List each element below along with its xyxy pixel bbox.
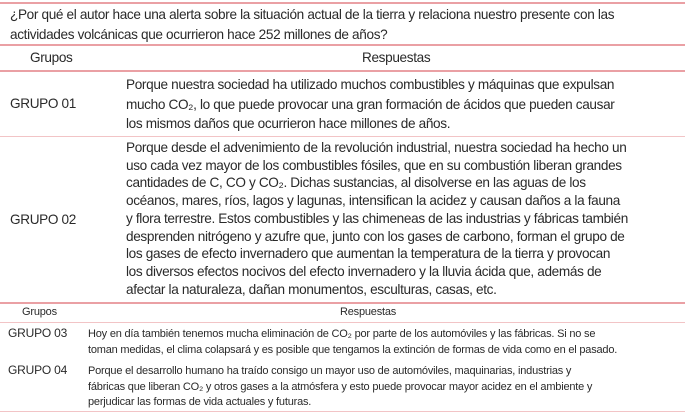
answer-line: los mismos daños que ocurrieron hace millones de años. (126, 116, 451, 131)
answer-line: mucho CO₂, lo que puede provocar una gran formación de ácidos que pueden causar (126, 96, 615, 112)
answer-text (88, 327, 617, 358)
answer-line: toman medidas, el clima colapsará y es posible que tengamos la extinción de formas de vida como en el pasado. (88, 343, 618, 356)
answer-line: Porque nuestra sociedad ha utilizado muchos combustibles y máquinas que expulsan (126, 77, 615, 92)
answer-line: desprenden nitrógeno y azufre que, junto con los gases de carbono, forman el grupo de (126, 228, 625, 244)
answer-line: perjudicar las formas de vida actuales y futuras. (88, 396, 312, 408)
answer-text (126, 75, 614, 134)
answer-line: y flora terrestre. Estos combustibles y las chimeneas de las industrias y fábricas también (126, 210, 628, 226)
group-label: GRUPO 01 (10, 96, 76, 111)
divider (0, 70, 685, 72)
divider (0, 322, 685, 323)
answer-line: cantidades de C, CO y CO₂. Dichas sustancias, al disolverse en las aguas de los (126, 175, 586, 191)
answer-line: los diversos efectos nocivos del efecto invernadero y la lluvia ácida que, además de (126, 263, 602, 279)
divider (0, 44, 685, 46)
answer-line: Porque el desarrollo humano ha traído consigo un mayor uso de automóviles, maquinarias, industrias y (88, 365, 572, 377)
group-label: GRUPO 02 (10, 212, 76, 227)
question-text (10, 5, 614, 44)
answer-line: Porque desde el advenimiento de la revolución industrial, nuestra sociedad ha hecho un (126, 140, 627, 155)
question-line: ¿Por qué el autor hace una alerta sobre la situación actual de la tierra y relaciona nuestro presente con las (10, 7, 615, 22)
group-label: GRUPO 03 (8, 326, 68, 340)
answer-text (126, 139, 628, 298)
divider (0, 136, 685, 137)
answer-text (88, 364, 592, 411)
groups-header: Grupos (22, 306, 57, 318)
answer-line: uso cada vez mayor de los combustibles fósiles, que en su combustión liberan grandes (126, 157, 622, 173)
question-line: actividades volcánicas que ocurrieron hace 252 millones de años? (10, 26, 388, 42)
divider (0, 411, 685, 412)
divider (0, 2, 685, 4)
answers-header: Respuestas (362, 50, 431, 65)
answers-header: Respuestas (340, 306, 397, 318)
groups-header: Grupos (30, 50, 73, 65)
answer-line: océanos, mares, ríos, lagos y lagunas, intensifican la acidez y causan daños a la fauna (126, 193, 620, 209)
answer-line: fábricas que liberan CO₂ y otros gases a la atmósfera y esto puede provocar mayor acidez en el ambiente y (88, 380, 593, 393)
answer-line: Hoy en día también tenemos mucha eliminación de CO₂ por parte de los automóviles y las fábricas. Si no se (88, 328, 596, 340)
divider (0, 302, 685, 304)
group-label: GRUPO 04 (8, 363, 68, 377)
answer-line: los gases de efecto invernadero que aumentan la temperatura de la tierra y provocan (126, 246, 611, 262)
answer-line: afectar la naturaleza, dañan monumentos, esculturas, casas, etc. (126, 281, 497, 297)
